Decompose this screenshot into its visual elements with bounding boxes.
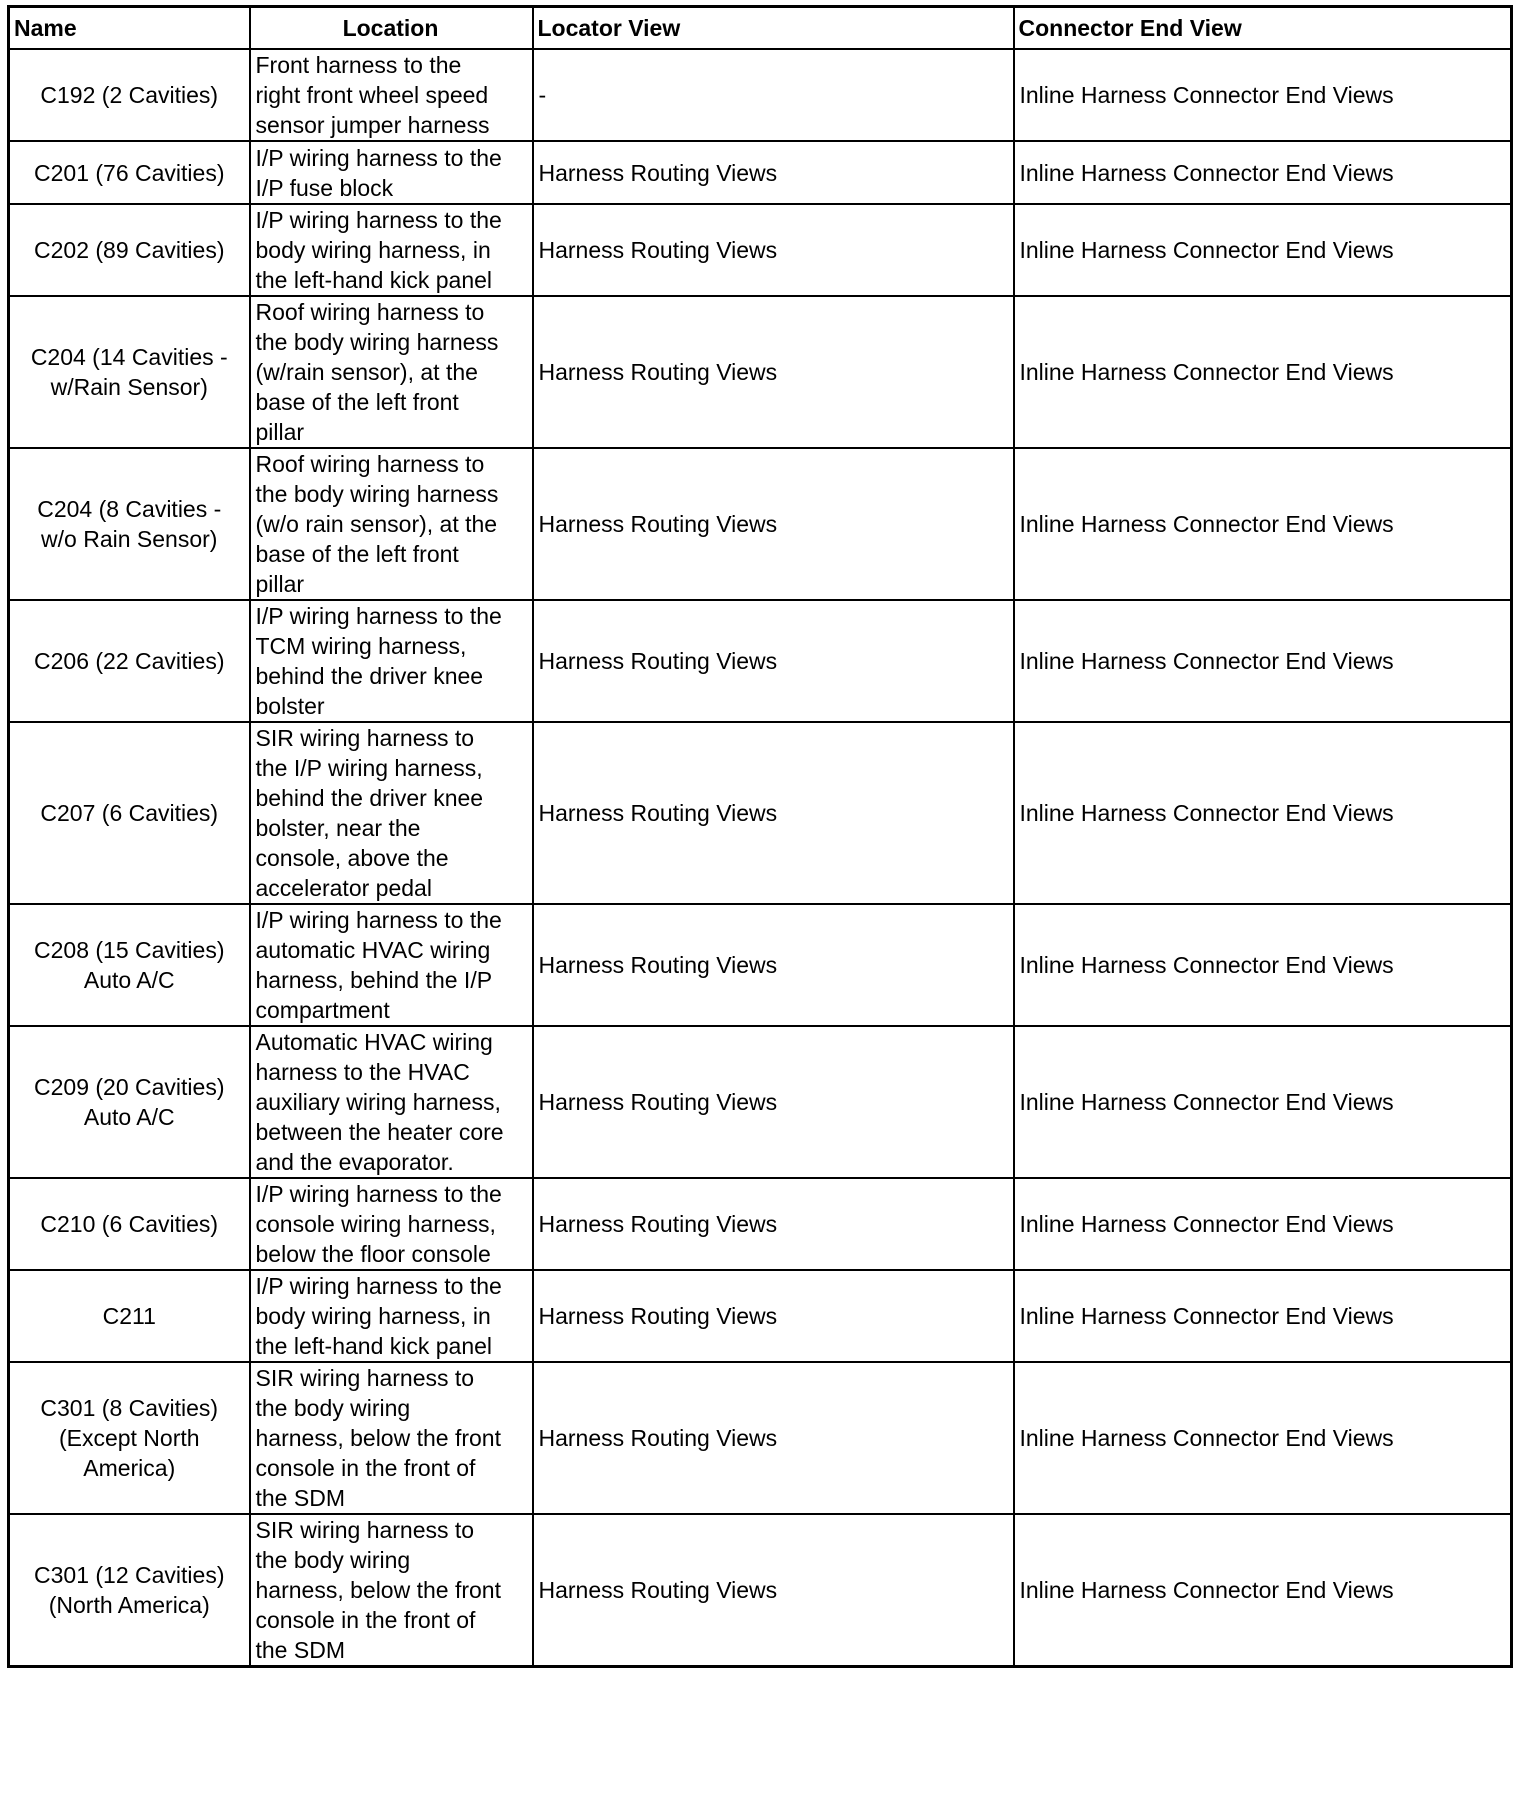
connector-location-line: I/P wiring harness to the: [255, 144, 502, 171]
connector-location-line: Automatic HVAC wiring: [255, 1029, 493, 1055]
locator-view-link[interactable]: Harness Routing Views: [533, 722, 1014, 904]
connector-end-view-link[interactable]: Inline Harness Connector End Views: [1014, 296, 1512, 448]
table-row: [9, 448, 1512, 600]
connector-name: [9, 49, 250, 141]
table-row: [9, 722, 1512, 904]
header-location: Location: [250, 7, 533, 50]
connector-name-line: C206 (22 Cavities): [34, 648, 225, 674]
table-body: [9, 49, 1512, 1667]
connector-location-line: harness to the HVAC: [255, 1059, 470, 1085]
connector-name-line: C207 (6 Cavities): [40, 800, 219, 826]
connector-name-line: C202 (89 Cavities): [34, 237, 225, 263]
connector-name-line: C301 (12 Cavities): [34, 1562, 225, 1588]
connector-location-line: the left-hand kick panel: [255, 1333, 493, 1359]
connector-location-line: I/P fuse block: [255, 174, 394, 201]
connector-location-line: compartment: [255, 997, 390, 1023]
connector-location-line: console in the front of: [255, 1607, 476, 1633]
connector-location-line: bolster: [255, 693, 325, 719]
connector-location-line: behind the driver knee: [255, 663, 484, 689]
connector-name: [9, 600, 250, 722]
connector-location-line: the body wiring harness: [255, 329, 499, 355]
connector-location-line: bolster, near the: [255, 815, 421, 841]
locator-view-link: -: [533, 49, 1014, 141]
connector-name-line: C201 (76 Cavities): [34, 159, 225, 186]
connector-location-line: harness, below the front: [255, 1425, 501, 1451]
connector-location-line: the SDM: [255, 1485, 345, 1511]
table-row: [9, 1026, 1512, 1178]
connector-name-line: (North America): [48, 1592, 210, 1618]
connector-location-line: harness, below the front: [255, 1577, 501, 1603]
connector-location-line: TCM wiring harness,: [255, 633, 467, 659]
header-row: [9, 7, 1512, 50]
connector-name-line: w/o Rain Sensor): [41, 526, 218, 552]
connector-location-line: the left-hand kick panel: [255, 267, 493, 293]
connector-location-line: I/P wiring harness to the: [255, 207, 502, 233]
connector-location-line: Roof wiring harness to: [255, 299, 485, 325]
connector-location-line: base of the left front: [255, 389, 459, 415]
table-row: [9, 1362, 1512, 1514]
connector-location: [250, 1026, 533, 1178]
connector-end-view-link[interactable]: Inline Harness Connector End Views: [1014, 722, 1512, 904]
connector-location-line: accelerator pedal: [255, 875, 432, 901]
connector-location-line: console in the front of: [255, 1455, 476, 1481]
connector-location-line: automatic HVAC wiring: [255, 937, 491, 963]
connector-location-line: I/P wiring harness to the: [255, 1273, 502, 1299]
connector-location-line: between the heater core: [255, 1119, 504, 1145]
locator-view-link[interactable]: Harness Routing Views: [533, 204, 1014, 296]
locator-view-link[interactable]: Harness Routing Views: [533, 904, 1014, 1026]
connector-end-view-link[interactable]: Inline Harness Connector End Views: [1014, 448, 1512, 600]
connector-location: [250, 204, 533, 296]
connector-location-line: SIR wiring harness to: [255, 725, 475, 751]
connector-location-line: console, above the: [255, 845, 449, 871]
connector-location-line: the body wiring: [255, 1395, 411, 1421]
connector-location-line: below the floor console: [255, 1241, 491, 1267]
connector-location-line: the I/P wiring harness,: [255, 755, 483, 781]
connector-location-line: body wiring harness, in: [255, 1303, 491, 1329]
connector-location-line: I/P wiring harness to the: [255, 603, 502, 629]
connector-name-line: C210 (6 Cavities): [40, 1211, 219, 1237]
connector-location-line: (w/o rain sensor), at the: [255, 511, 498, 537]
connector-name-line: C204 (14 Cavities -: [30, 344, 228, 370]
connector-location: [250, 296, 533, 448]
table-row: [9, 296, 1512, 448]
connector-location-line: the body wiring harness: [255, 481, 499, 507]
connector-name: [9, 448, 250, 600]
locator-view-link[interactable]: Harness Routing Views: [533, 600, 1014, 722]
table-row: [9, 1270, 1512, 1362]
connector-location-line: behind the driver knee: [255, 785, 484, 811]
connector-name: [9, 296, 250, 448]
connector-name: [9, 204, 250, 296]
connector-location-line: auxiliary wiring harness,: [255, 1089, 501, 1115]
connector-name-line: America): [83, 1455, 176, 1481]
connector-location-line: Front harness to the: [255, 52, 462, 78]
connector-location: [250, 1178, 533, 1270]
connector-name: [9, 1362, 250, 1514]
connector-name-line: C192 (2 Cavities): [40, 82, 219, 108]
connector-location-line: the SDM: [255, 1637, 345, 1663]
connector-location: [250, 1514, 533, 1667]
table-row: [9, 49, 1512, 141]
locator-view-link[interactable]: Harness Routing Views: [533, 448, 1014, 600]
header-locator-view: Locator View: [533, 7, 1014, 50]
connector-location: [250, 904, 533, 1026]
connector-end-view-link[interactable]: Inline Harness Connector End Views: [1014, 1514, 1512, 1667]
locator-view-link[interactable]: Harness Routing Views: [533, 1026, 1014, 1178]
connector-location: [250, 448, 533, 600]
connector-name: [9, 1514, 250, 1667]
connector-location-line: I/P wiring harness to the: [255, 1181, 502, 1207]
connector-end-view-link[interactable]: Inline Harness Connector End Views: [1014, 1026, 1512, 1178]
locator-view-link[interactable]: Harness Routing Views: [533, 141, 1014, 204]
connector-name-line: w/Rain Sensor): [50, 374, 208, 400]
connector-location-line: (w/rain sensor), at the: [255, 359, 478, 385]
connector-table: [7, 5, 1513, 1668]
connector-name: [9, 1178, 250, 1270]
connector-location-line: right front wheel speed: [255, 82, 489, 108]
connector-location-line: SIR wiring harness to: [255, 1365, 475, 1391]
connector-location: [250, 722, 533, 904]
connector-name-line: Auto A/C: [83, 967, 175, 993]
connector-name-line: C301 (8 Cavities): [40, 1395, 219, 1421]
connector-location-line: and the evaporator.: [255, 1149, 454, 1175]
connector-name: [9, 1270, 250, 1362]
header-connector-end-view: Connector End View: [1014, 7, 1512, 50]
connector-end-view-link[interactable]: Inline Harness Connector End Views: [1014, 904, 1512, 1026]
locator-view-link[interactable]: Harness Routing Views: [533, 1270, 1014, 1362]
table-row: [9, 1514, 1512, 1667]
connector-location-line: pillar: [255, 419, 305, 445]
connector-name: [9, 722, 250, 904]
connector-end-view-link[interactable]: Inline Harness Connector End Views: [1014, 204, 1512, 296]
connector-name-line: C211: [102, 1303, 156, 1329]
connector-location-line: the body wiring: [255, 1547, 411, 1573]
connector-location-line: sensor jumper harness: [255, 112, 490, 138]
connector-name-line: (Except North: [58, 1425, 200, 1451]
table-row: [9, 904, 1512, 1026]
connector-location-line: Roof wiring harness to: [255, 451, 485, 477]
connector-name: [9, 1026, 250, 1178]
connector-end-view-link[interactable]: Inline Harness Connector End Views: [1014, 1270, 1512, 1362]
connector-name: [9, 141, 250, 204]
connector-end-view-link[interactable]: Inline Harness Connector End Views: [1014, 600, 1512, 722]
connector-name-line: C209 (20 Cavities): [34, 1074, 225, 1100]
connector-location: [250, 49, 533, 141]
locator-view-link[interactable]: Harness Routing Views: [533, 296, 1014, 448]
connector-location: [250, 1270, 533, 1362]
table-row: [9, 141, 1512, 204]
connector-end-view-link[interactable]: Inline Harness Connector End Views: [1014, 141, 1512, 204]
connector-end-view-link[interactable]: Inline Harness Connector End Views: [1014, 1362, 1512, 1514]
connector-location-line: base of the left front: [255, 541, 459, 567]
locator-view-link[interactable]: Harness Routing Views: [533, 1362, 1014, 1514]
connector-end-view-link[interactable]: Inline Harness Connector End Views: [1014, 49, 1512, 141]
table-row: [9, 204, 1512, 296]
connector-location-line: console wiring harness,: [255, 1211, 496, 1237]
connector-location-line: pillar: [255, 571, 305, 597]
connector-name-line: Auto A/C: [83, 1104, 175, 1130]
connector-location: [250, 1362, 533, 1514]
connector-name: [9, 904, 250, 1026]
connector-name-line: C208 (15 Cavities): [34, 937, 225, 963]
locator-view-link[interactable]: Harness Routing Views: [533, 1178, 1014, 1270]
connector-name-line: C204 (8 Cavities -: [37, 496, 222, 522]
connector-end-view-link[interactable]: Inline Harness Connector End Views: [1014, 1178, 1512, 1270]
header-name: Name: [9, 7, 250, 50]
locator-view-link[interactable]: Harness Routing Views: [533, 1514, 1014, 1667]
connector-location: [250, 600, 533, 722]
connector-location-line: harness, behind the I/P: [255, 967, 493, 993]
connector-location-line: body wiring harness, in: [255, 237, 491, 263]
table-row: [9, 1178, 1512, 1270]
connector-location: [250, 141, 533, 204]
connector-location-line: I/P wiring harness to the: [255, 907, 502, 933]
table-row: [9, 600, 1512, 722]
connector-location-line: SIR wiring harness to: [255, 1517, 475, 1543]
